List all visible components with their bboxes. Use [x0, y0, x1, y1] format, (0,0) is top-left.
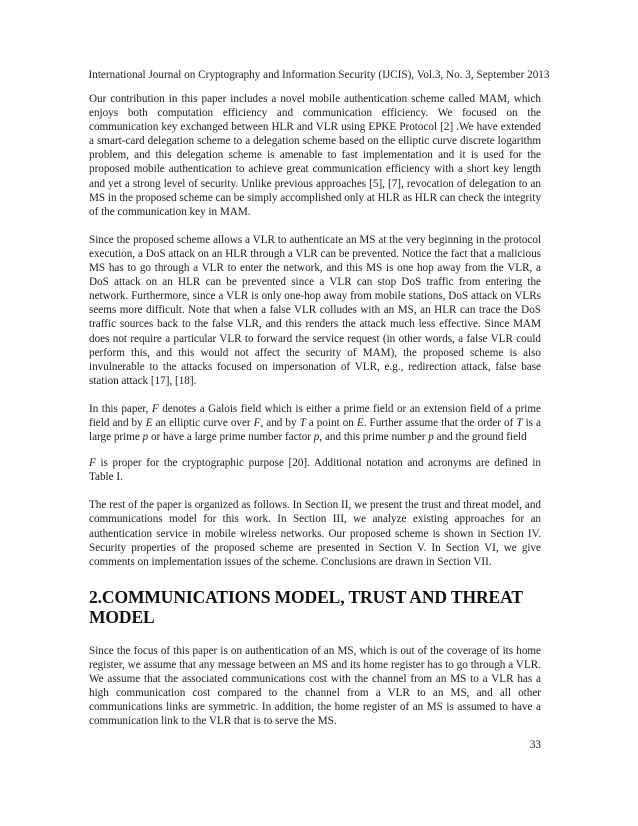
- text-span: an elliptic curve over: [152, 416, 254, 429]
- paragraph-dos-attack: Since the proposed scheme allows a VLR to authenticate an MS at the very beginning in the protocol execution, a DoS attack on an HLR through a VLR can be prevented. Notice the fact that a malicious MS has to go through a VLR to enter the network, and this MS is one hop away from the VLR, a DoS attack on an HLR can be prevented since a VLR can stop DoS traffic from entering the network. Furthermore, since a VLR is only one-hop away from mobile stations, DoS attack on VLRs seems more difficult. Note that when a false VLR colludes with an MS, an HLR can trace the DoS traffic sources back to the false VLR, and this renders the attack much less effective. Since MAM does not require a particular VLR to forward the service request (in other words, a false VLR could perform this, and this would not affect the security of MAM), the proposed scheme is also invulnerable to the attacks focused on impersonation of VLR, e.g., redirection attack, false base station attack [17], [18].: [89, 233, 541, 387]
- math-symbol: p: [428, 431, 434, 444]
- running-header: International Journal on Cryptography and Information Security (IJCIS), Vol.3, No. 3, September 2013: [88, 69, 550, 81]
- text-span: is a large prime: [89, 416, 541, 444]
- text-span: denotes a Galois field which is either a prime field or an extension field of a prime field and by: [89, 402, 541, 429]
- math-symbol: F: [151, 402, 159, 415]
- page-content: [89, 92, 541, 728]
- math-symbol: F: [253, 416, 261, 429]
- math-symbol: T: [299, 416, 306, 429]
- text-span: is proper for the cryptographic purpose [20]. Additional notation and acronyms are defined in Table I.: [89, 457, 541, 484]
- math-symbol: p: [142, 431, 149, 444]
- math-symbol: p: [313, 431, 320, 444]
- section-heading: 2.COMMUNICATIONS MODEL, TRUST AND THREAT MODEL: [89, 586, 523, 627]
- text-span: , and by: [260, 416, 300, 429]
- text-span: In this paper,: [89, 402, 152, 415]
- math-symbol: E: [145, 416, 153, 429]
- text-span: , and this prime number: [319, 431, 429, 444]
- text-span: . Further assume that the order of: [363, 416, 517, 429]
- page-number: 33: [529, 739, 541, 751]
- text-span: a point on: [305, 416, 357, 429]
- paragraph-contribution: Our contribution in this paper includes a novel mobile authentication scheme called MAM, which enjoys both computation efficiency and communication efficiency. We focused on the communication key exchanged between HLR and VLR using EPKE Protocol [2] .We have extended a smart-card delegation scheme to a delegation scheme based on the elliptic curve discrete logarithm problem, and this delegation scheme is amenable to fast implementation and it is used for the proposed mobile authentication to achieve great communication efficiency with a short key length and yet a strong level of security. Unlike previous approaches [5], [7], revocation of delegation to an MS in the proposed scheme can be simply accomplished only at HLR as HLR can check the integrity of the communication key in MAM.: [89, 93, 542, 218]
- math-symbol: F: [89, 457, 96, 470]
- math-symbol: E: [356, 416, 364, 429]
- paragraph-organization: The rest of the paper is organized as follows. In Section II, we present the trust and threat model, and communications model for this work. In Section III, we analyze existing approaches for an authentication service in mobile wireless networks. Our proposed scheme is shown in Section IV. Security properties of the proposed scheme are presented in Section V. In Section VI, we give comments on implementation issues of the scheme. Conclusions are drawn in Section VII.: [89, 499, 541, 568]
- math-symbol: T: [516, 416, 523, 429]
- text-span: and the ground field: [433, 431, 527, 444]
- paragraph-ground-field: [89, 456, 541, 484]
- paragraph-communications-model: Since the focus of this paper is on authentication of an MS, which is out of the coverage of its home register, we assume that any message between an MS and its home register has to go through a VLR. We assume that the associated communications cost with the channel from an MS to a VLR has a high communication cost compared to the channel from a VLR to an MS, and all other communications links are symmetric. In addition, the home register of an MS is assumed to have a communication link to the VLR that is to serve the MS.: [89, 644, 541, 728]
- text-span: or have a large prime number factor: [148, 431, 314, 444]
- paragraph-notation: [89, 402, 541, 444]
